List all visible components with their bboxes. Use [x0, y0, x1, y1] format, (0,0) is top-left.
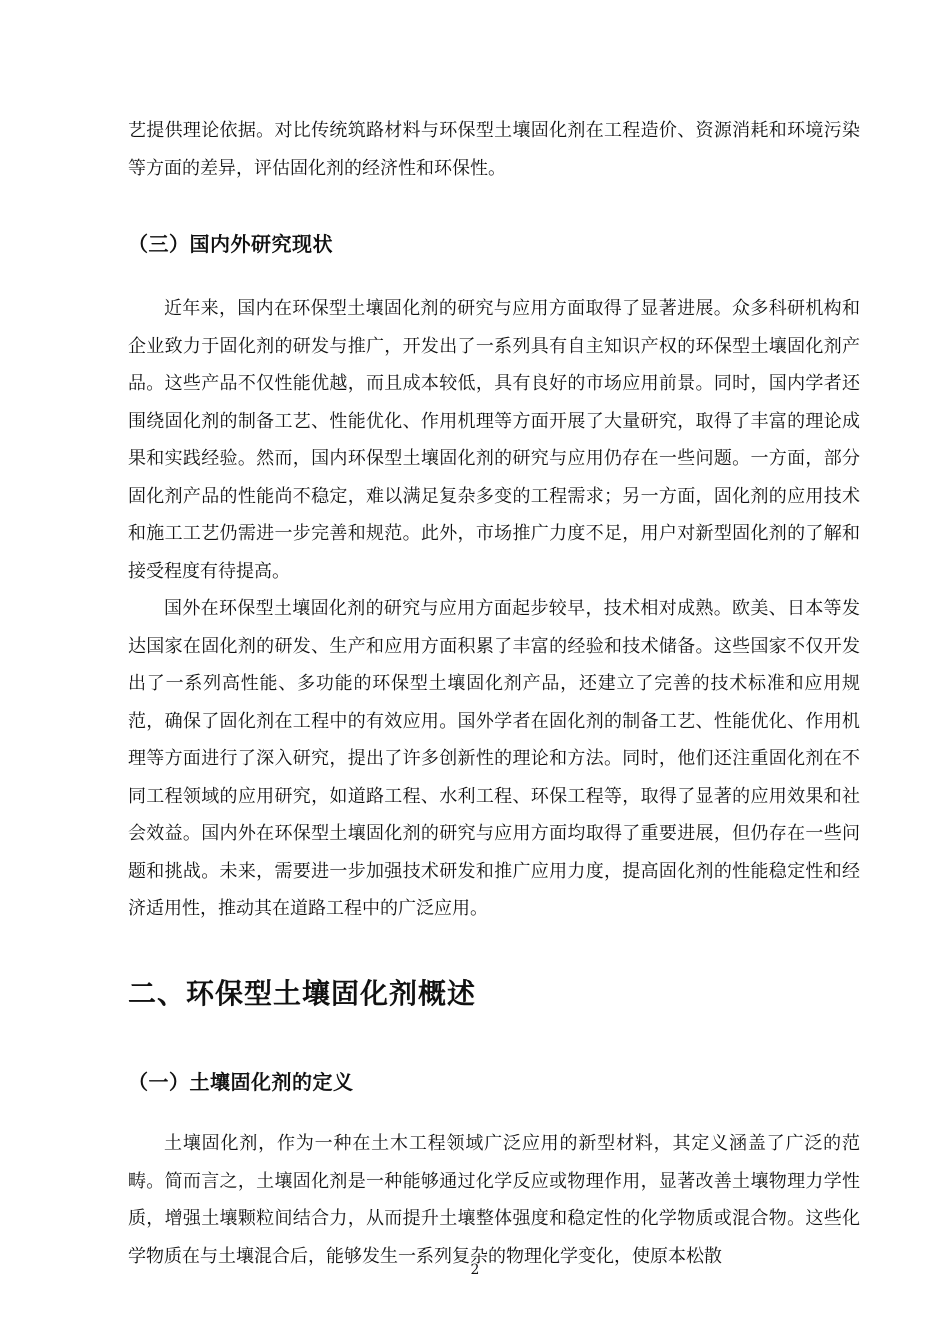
section-1-body	[128, 1125, 860, 1275]
section-3-paragraph-1: 近年来，国内在环保型土壤固化剂的研究与应用方面取得了显著进展。众多科研机构和企业致力于固化剂的研发与推广，开发出了一系列具有自主知识产权的环保型土壤固化剂产品。这些产品不仅性能优越，而且成本较低，具有良好的市场应用前景。同时，国内学者还围绕固化剂的制备工艺、性能优化、作用机理等方面开展了大量研究，取得了丰富的理论成果和实践经验。然而，国内环保型土壤固化剂的研究与应用仍存在一些问题。一方面，部分固化剂产品的性能尚不稳定，难以满足复杂多变的工程需求；另一方面，固化剂的应用技术和施工工艺仍需进一步完善和规范。此外，市场推广力度不足，用户对新型固化剂的了解和接受程度有待提高。	[128, 298, 860, 582]
intro-paragraph: 艺提供理论依据。对比传统筑路材料与环保型土壤固化剂在工程造价、资源消耗和环境污染等方面的差异，评估固化剂的经济性和环保性。	[128, 120, 860, 179]
section-1-paragraph: 土壤固化剂，作为一种在土木工程领域广泛应用的新型材料，其定义涵盖了广泛的范畴。简而言之，土壤固化剂是一种能够通过化学反应或物理作用，显著改善土壤物理力学性质，增强土壤颗粒间结合力，从而提升土壤整体强度和稳定性的化学物质或混合物。这些化学物质在与土壤混合后，能够发生一系列复杂的物理化学变化，使原本松散	[128, 1133, 860, 1267]
page-number: 2	[470, 1262, 480, 1278]
section-3-heading: （三）国内外研究现状	[128, 232, 333, 256]
section-3-body	[128, 290, 860, 928]
chapter-2-heading: 二、环保型土壤固化剂概述	[128, 977, 477, 1010]
section-1-heading: （一）土壤固化剂的定义	[128, 1070, 354, 1094]
section-3-paragraph-2: 国外在环保型土壤固化剂的研究与应用方面起步较早，技术相对成熟。欧美、日本等发达国家在固化剂的研发、生产和应用方面积累了丰富的经验和技术储备。这些国家不仅开发出了一系列高性能、多功能的环保型土壤固化剂产品，还建立了完善的技术标准和应用规范，确保了固化剂在工程中的有效应用。国外学者在固化剂的制备工艺、性能优化、作用机理等方面进行了深入研究，提出了许多创新性的理论和方法。同时，他们还注重固化剂在不同工程领域的应用研究，如道路工程、水利工程、环保工程等，取得了显著的应用效果和社会效益。国内外在环保型土壤固化剂的研究与应用方面均取得了重要进展，但仍存在一些问题和挑战。未来，需要进一步加强技术研发和推广应用力度，提高固化剂的性能稳定性和经济适用性，推动其在道路工程中的广泛应用。	[128, 598, 860, 919]
intro-text	[128, 112, 860, 187]
